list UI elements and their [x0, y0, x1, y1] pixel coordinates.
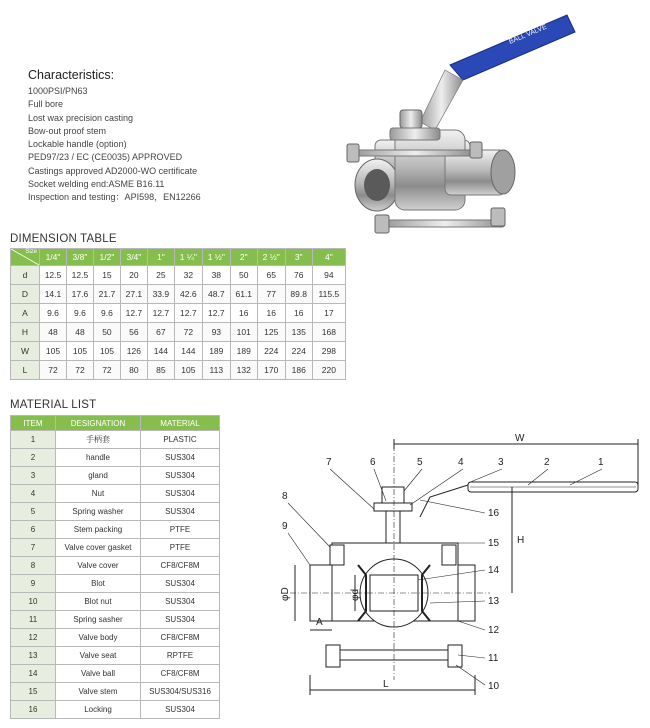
material-row [11, 629, 220, 647]
dimension-cell: 16 [230, 304, 257, 323]
dimension-cell: 20 [120, 266, 147, 285]
material-row [11, 665, 220, 683]
dimension-cell: 33.9 [147, 285, 174, 304]
material-item-cell: 8 [11, 557, 56, 575]
material-item-cell: 2 [11, 449, 56, 467]
dimension-cell: 105 [66, 342, 93, 361]
valve-section-drawing [270, 425, 645, 725]
dimension-cell: 113 [202, 361, 230, 380]
dimension-row [11, 266, 346, 285]
dimension-cell: 15 [93, 266, 120, 285]
dimension-table-title: DIMENSION TABLE [10, 233, 117, 245]
size-header: 4" [312, 249, 345, 266]
characteristic-line: 1000PSI/PN63 [28, 86, 88, 96]
material-item-cell: 4 [11, 485, 56, 503]
material-designation-cell: 手柄套 [56, 431, 141, 449]
characteristic-line: Castings approved AD2000-WO certificate [28, 165, 198, 176]
dimension-cell: 48 [66, 323, 93, 342]
dimension-row-label: d [11, 266, 40, 285]
material-row [11, 701, 220, 719]
characteristics-block [28, 68, 308, 205]
material-row [11, 593, 220, 611]
material-designation-cell: Spring sasher [56, 611, 141, 629]
callout-1: 1 [598, 457, 604, 468]
dimension-cell: 126 [120, 342, 147, 361]
material-table-header [11, 416, 220, 431]
material-list-title: MATERIAL LIST [10, 399, 97, 411]
dimension-cell: 105 [174, 361, 202, 380]
dimension-cell: 76 [285, 266, 312, 285]
dimension-cell: 12.5 [40, 266, 67, 285]
material-item-cell: 14 [11, 665, 56, 683]
material-item-cell: 13 [11, 647, 56, 665]
designation-header: DESIGNATION [56, 416, 141, 431]
dimension-row [11, 304, 346, 323]
size-header: 1/2" [93, 249, 120, 266]
dimension-cell: 72 [66, 361, 93, 380]
dimension-cell: 65 [257, 266, 285, 285]
dimension-cell: 298 [312, 342, 345, 361]
callout-7: 7 [326, 457, 332, 468]
material-material-cell: RPTFE [141, 647, 220, 665]
dimension-cell: 189 [230, 342, 257, 361]
characteristic-line: PED97/23 / EC (CE0035) APPROVED [28, 152, 183, 163]
material-item-cell: 6 [11, 521, 56, 539]
characteristic-line: Bow-out proof stem [28, 125, 107, 136]
dimension-cell: 17.6 [66, 285, 93, 304]
size-header: 3" [285, 249, 312, 266]
material-designation-cell: Valve seat [56, 647, 141, 665]
material-material-cell: CF8/CF8M [141, 629, 220, 647]
dimension-row [11, 323, 346, 342]
dimension-cell: 105 [93, 342, 120, 361]
item-header: ITEM [11, 416, 56, 431]
material-designation-cell: Nut [56, 485, 141, 503]
dimension-cell: 80 [120, 361, 147, 380]
dimension-cell: 89.8 [285, 285, 312, 304]
dimension-cell: 168 [312, 323, 345, 342]
dimension-cell: 48.7 [202, 285, 230, 304]
material-row [11, 521, 220, 539]
dim-label-w: W [515, 433, 525, 444]
callout-14: 14 [488, 565, 500, 576]
dimension-cell: 9.6 [93, 304, 120, 323]
dim-label-D: φD [280, 587, 291, 601]
material-item-cell: 5 [11, 503, 56, 521]
material-material-cell: CF8/CF8M [141, 665, 220, 683]
dimension-cell: 135 [285, 323, 312, 342]
dimension-cell: 14.1 [40, 285, 67, 304]
material-designation-cell: Valve stem [56, 683, 141, 701]
material-item-cell: 3 [11, 467, 56, 485]
dim-label-l: L [383, 679, 389, 690]
material-item-cell: 1 [11, 431, 56, 449]
dimension-cell: 220 [312, 361, 345, 380]
dimension-cell: 9.6 [40, 304, 67, 323]
dimension-row-label: D [11, 285, 40, 304]
dimension-row-label: W [11, 342, 40, 361]
callout-3: 3 [498, 457, 504, 468]
callout-2: 2 [544, 457, 550, 468]
dim-label-h: H [517, 535, 525, 546]
size-header: 1 ¼" [174, 249, 202, 266]
dimension-table [10, 248, 346, 380]
material-row [11, 575, 220, 593]
dimension-cell: 12.7 [174, 304, 202, 323]
dimension-cell: 170 [257, 361, 285, 380]
ball-valve-photo [335, 10, 605, 255]
dimension-cell: 9.6 [66, 304, 93, 323]
size-header: 1 ½" [202, 249, 230, 266]
dimension-row-label: A [11, 304, 40, 323]
dimension-cell: 38 [202, 266, 230, 285]
dimension-cell: 101 [230, 323, 257, 342]
material-designation-cell: Blot nut [56, 593, 141, 611]
dimension-cell: 94 [312, 266, 345, 285]
dimension-row [11, 285, 346, 304]
material-designation-cell: Stem packing [56, 521, 141, 539]
dimension-cell: 144 [174, 342, 202, 361]
dimension-cell: 224 [285, 342, 312, 361]
dimension-cell: 72 [174, 323, 202, 342]
dimension-cell: 50 [93, 323, 120, 342]
dimension-cell: 17 [312, 304, 345, 323]
dim-label-a: A [316, 617, 323, 628]
callout-5: 5 [417, 457, 423, 468]
material-item-cell: 10 [11, 593, 56, 611]
dimension-cell: 50 [230, 266, 257, 285]
material-designation-cell: gland [56, 467, 141, 485]
material-row [11, 557, 220, 575]
size-header: 3/8" [66, 249, 93, 266]
size-header: 1" [147, 249, 174, 266]
callout-15: 15 [488, 538, 500, 549]
callout-16: 16 [488, 508, 500, 519]
material-item-cell: 11 [11, 611, 56, 629]
dimension-cell: 16 [257, 304, 285, 323]
material-designation-cell: Spring washer [56, 503, 141, 521]
characteristics-title: Characteristics: [28, 68, 115, 82]
material-row [11, 467, 220, 485]
material-material-cell: SUS304 [141, 485, 220, 503]
dimension-cell: 72 [93, 361, 120, 380]
material-item-cell: 15 [11, 683, 56, 701]
dimension-cell: 144 [147, 342, 174, 361]
characteristic-line: Socket welding end:ASME B16.11 [28, 179, 165, 190]
material-item-cell: 16 [11, 701, 56, 719]
material-material-cell: PLASTIC [141, 431, 220, 449]
dimension-cell: 21.7 [93, 285, 120, 304]
material-designation-cell: Locking [56, 701, 141, 719]
material-material-cell: SUS304 [141, 593, 220, 611]
characteristic-line: Inspection and testing：API598，EN12266 [28, 192, 201, 203]
dimension-cell: 105 [40, 342, 67, 361]
dimension-row [11, 361, 346, 380]
size-header: 2" [230, 249, 257, 266]
dimension-cell: 72 [40, 361, 67, 380]
material-designation-cell: Valve ball [56, 665, 141, 683]
material-row [11, 449, 220, 467]
dim-label-d: φd [350, 588, 361, 601]
size-header: 3/4" [120, 249, 147, 266]
material-header: MATERIAL [141, 416, 220, 431]
material-material-cell: CF8/CF8M [141, 557, 220, 575]
characteristic-line: Lost wax precision casting [28, 112, 134, 123]
dimension-cell: 12.7 [202, 304, 230, 323]
material-material-cell: SUS304 [141, 701, 220, 719]
dimension-cell: 115.5 [312, 285, 345, 304]
material-table [10, 415, 220, 719]
dimension-cell: 12.7 [120, 304, 147, 323]
material-row [11, 485, 220, 503]
callout-9: 9 [282, 521, 288, 532]
material-material-cell: PTFE [141, 539, 220, 557]
characteristic-line: Lockable handle (option) [28, 139, 127, 150]
material-row [11, 647, 220, 665]
dimension-cell: 61.1 [230, 285, 257, 304]
callout-4: 4 [458, 457, 464, 468]
material-designation-cell: Valve cover gasket [56, 539, 141, 557]
material-row [11, 539, 220, 557]
material-designation-cell: Valve cover [56, 557, 141, 575]
size-header: 1/4" [40, 249, 67, 266]
callout-6: 6 [370, 457, 376, 468]
dimension-table-header [11, 249, 346, 266]
material-row [11, 503, 220, 521]
characteristics-list [28, 85, 308, 205]
characteristic-line: Full bore [28, 99, 64, 110]
material-designation-cell: Blot [56, 575, 141, 593]
material-material-cell: SUS304 [141, 467, 220, 485]
dimension-cell: 56 [120, 323, 147, 342]
material-item-cell: 12 [11, 629, 56, 647]
material-material-cell: PTFE [141, 521, 220, 539]
size-corner-label: Size [25, 249, 37, 255]
dimension-row-label: L [11, 361, 40, 380]
material-item-cell: 9 [11, 575, 56, 593]
dimension-cell: 12.5 [66, 266, 93, 285]
dimension-cell: 32 [174, 266, 202, 285]
dimension-cell: 224 [257, 342, 285, 361]
dimension-cell: 93 [202, 323, 230, 342]
dimension-cell: 132 [230, 361, 257, 380]
size-header: 2 ½" [257, 249, 285, 266]
material-row [11, 431, 220, 449]
dimension-row-label: H [11, 323, 40, 342]
material-row [11, 683, 220, 701]
dimension-corner-cell [11, 249, 40, 266]
dimension-cell: 27.1 [120, 285, 147, 304]
material-designation-cell: handle [56, 449, 141, 467]
dimension-cell: 85 [147, 361, 174, 380]
callout-13: 13 [488, 596, 500, 607]
dimension-cell: 186 [285, 361, 312, 380]
dimension-cell: 16 [285, 304, 312, 323]
callout-8: 8 [282, 491, 288, 502]
callout-10: 10 [488, 681, 500, 692]
dimension-cell: 125 [257, 323, 285, 342]
dimension-cell: 12.7 [147, 304, 174, 323]
dimension-cell: 77 [257, 285, 285, 304]
material-material-cell: SUS304 [141, 503, 220, 521]
material-item-cell: 7 [11, 539, 56, 557]
dimension-cell: 25 [147, 266, 174, 285]
material-designation-cell: Valve body [56, 629, 141, 647]
material-material-cell: SUS304 [141, 575, 220, 593]
dimension-cell: 48 [40, 323, 67, 342]
dimension-cell: 42.6 [174, 285, 202, 304]
handle-text: BALL VALVE [508, 23, 548, 46]
material-material-cell: SUS304 [141, 449, 220, 467]
dimension-cell: 189 [202, 342, 230, 361]
material-row [11, 611, 220, 629]
dimension-cell: 67 [147, 323, 174, 342]
callout-12: 12 [488, 625, 500, 636]
dimension-row [11, 342, 346, 361]
material-material-cell: SUS304 [141, 611, 220, 629]
material-material-cell: SUS304/SUS316 [141, 683, 220, 701]
callout-11: 11 [488, 653, 499, 664]
